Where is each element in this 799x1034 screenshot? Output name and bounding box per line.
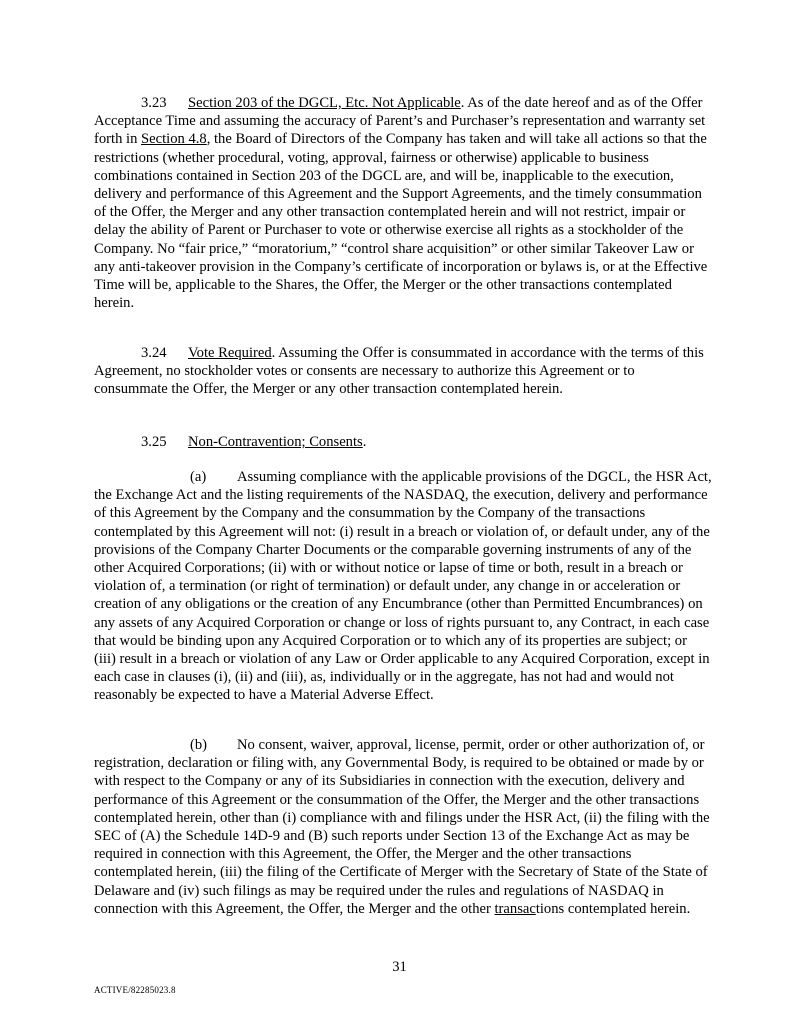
section-number: 3.24	[141, 345, 167, 361]
clause-a	[94, 468, 712, 705]
section-heading: Section 203 of the DGCL, Etc. Not Applicable	[188, 95, 461, 111]
section-text: . Assuming the Offer is consummated in accordance with the terms of this Agreement, no stockholder votes or consents are necessary to authorize this Agreement or to consummate the Offer, the Merger or any other transaction contemplated herein.	[94, 345, 704, 398]
section-reference: Section 4.8	[141, 131, 207, 148]
clause-b	[94, 736, 712, 918]
clause-text: tions contemplated herein.	[535, 900, 691, 917]
page-number: 31	[392, 959, 407, 975]
section-heading: Vote Required	[188, 345, 272, 361]
clause-text: Assuming compliance with the applicable provisions of the DGCL, the HSR Act, the Exchange Act and the listing requirements of the NASDAQ, the execution, delivery and performance of this Agreement by the Company and the consummation by the Company of the transactions contemplated by this Agreement will not: (i) result in a breach or violation of, or default under, any of the provisions of the Company Charter Documents or the comparable governing instruments of any of the other Acquired Corporations; (ii) with or without notice or lapse of time or both, result in a breach or violation of, a termination (or right of termination) or default under, any change in or acceleration or creation of any obligations or the creation of any Encumbrance (other than Permitted Encumbrances) on any assets of any Acquired Corporation or change or loss of rights pursuant to, any Contract, in each case that would be binding upon any Acquired Corporation or to which any of its properties are subject; or (iii) result in a breach or violation of any Law or Order applicable to any Acquired Corporation, except in each case in clauses (i), (ii) and (iii), as, individually or in the aggregate, has not had and would not reasonably be expected to have a Material Adverse Effect.	[94, 469, 712, 704]
clause-text: No consent, waiver, approval, license, permit, order or other authorization of, or registration, declaration or filing with, any Governmental Body, is required to be obtained or made by or with respect to the Company or any of its Subsidiaries in connection with the execution, delivery and performance of this Agreement or the consummation of the Offer, the Merger and the other transactions contemplated herein, other than (i) compliance with and filings under the HSR Act, (ii) the filing with the SEC of (A) the Schedule 14D-9 and (B) such reports under Section 13 of the Exchange Act as may be required in connection with this Agreement, the Offer, the Merger and the other transactions contemplated herein, (iii) the filing of the Certificate of Merger with the Secretary of State of the State of Delaware and (iv) such filings as may be required under the rules and regulations of NASDAQ in connection with this Agreement, the Offer, the Merger and the other	[94, 737, 710, 917]
document-footer-id: ACTIVE/82285023.8	[94, 985, 176, 995]
clause-label: (b)	[190, 737, 208, 753]
section-text: . As of the date hereof and as of the Offer Acceptance Time and assuming the accuracy of Parent’s and Purchaser’s representation and warranty set forth in	[94, 95, 706, 148]
section-3-25	[94, 433, 712, 451]
clause-label: (a)	[190, 469, 207, 485]
clause-text-underlined: transac	[494, 900, 536, 917]
section-3-24	[94, 344, 712, 399]
section-number: 3.23	[141, 95, 167, 111]
section-3-23	[94, 94, 712, 312]
section-text: .	[362, 434, 367, 450]
section-number: 3.25	[141, 434, 167, 450]
section-text: , the Board of Directors of the Company has taken and will take all actions so that the restrictions (whether procedural, voting, approval, fairness or otherwise) applicable to business combinations contained in Section 203 of the DGCL are, and will be, inapplicable to the execution, delivery and performance of this Agreement and the Support Agreements, and the timely consummation of the Offer, the Merger and any other transaction contemplated herein and will not restrict, impair or delay the ability of Parent or Purchaser to vote or otherwise exercise all rights as a stockholder of the Company. No “fair price,” “moratorium,” “control share acquisition” or other similar Takeover Law or any anti-takeover provision in the Company’s certificate of incorporation or bylaws is, or at the Effective Time will be, applicable to the Shares, the Offer, the Merger or the other transactions contemplated herein.	[94, 131, 708, 312]
section-heading: Non-Contravention; Consents	[188, 434, 363, 450]
